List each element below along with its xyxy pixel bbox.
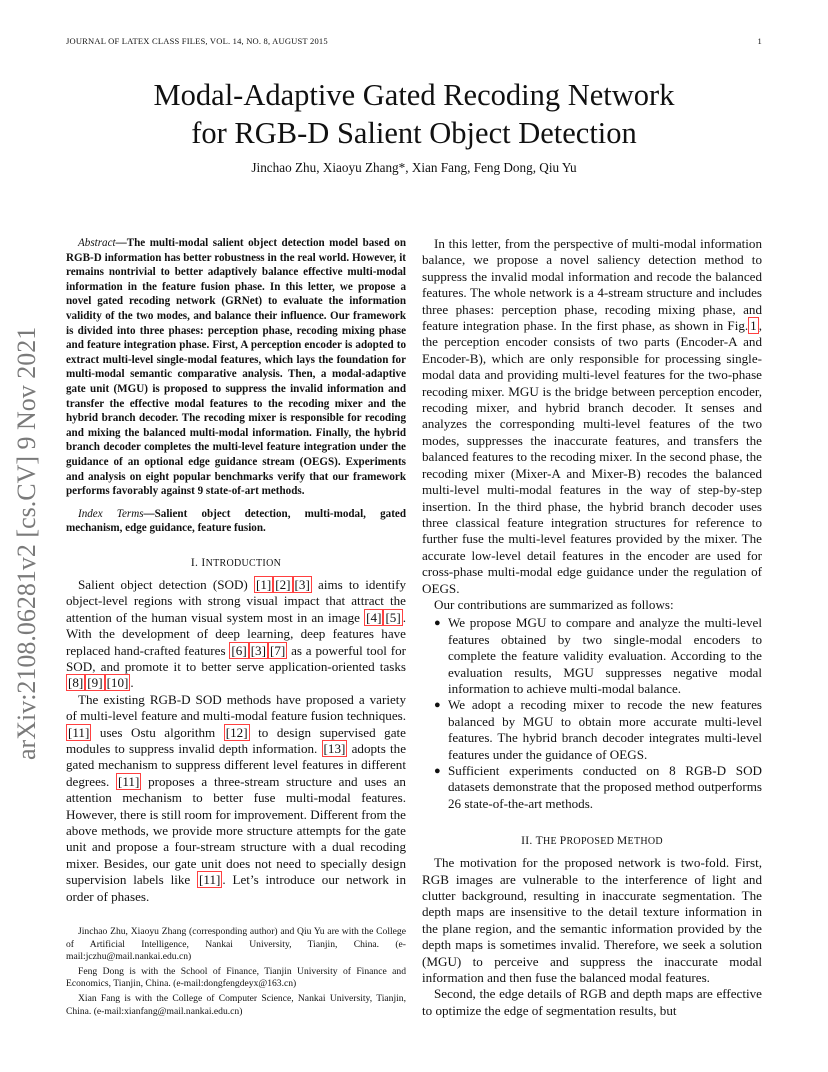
section-heading-method: [422, 834, 762, 847]
section-smallcaps: NTRODUCTION: [205, 557, 282, 569]
citation-link[interactable]: [5]: [385, 609, 401, 625]
section-smallcaps: HE: [542, 836, 560, 848]
citation-link[interactable]: [11]: [199, 872, 221, 888]
citation-link[interactable]: [11]: [68, 724, 90, 740]
intro-paragraph-2: [66, 692, 406, 905]
footnote: Jinchao Zhu, Xiaoyu Zhang (corresponding author) and Qiu Yu are with the College of Artificial Intelligence, Nankai University, Tianjin, China. (e-mail:jczhu@mail.nankai.edu.cn): [66, 926, 406, 963]
index-terms-label: Index Terms: [78, 507, 144, 520]
journal-suffix: CLASS FILES, VOL. 14, NO. 8, AUGUST 2015: [149, 36, 328, 46]
section-heading-introduction: [66, 556, 406, 569]
text-run: , the perception encoder consists of two parts (Encoder-A and Encoder-B), which are only responsible for processing single-modal data and providing multi-level features for the two-phase recoding mixer. MGU is the bridge between perception encoder, recoding mixer, and hybrid branch decoder. It senses and analyzes the corresponding multi-level features of the two modes, suppresses the inaccurate features, and transfers the balanced features to the recoding mixer. In the second phase, the recoding mixer (Mixer-A and Mixer-B) recodes the balanced multi-level multi-modal features in the way of step-by-step insertion. In the third phase, the hybrid branch decoder uses three classical feature integration structures for reference to further fuse the multi-level features provided by the mixer. The accurate low-level detail features in the encoder are used for cross-phase multi-modal edge guidance under the regulation of OEGS.: [422, 318, 762, 596]
text-run: Salient object detection (SOD): [78, 576, 254, 592]
title-line-2: for RGB-D Salient Object Detection: [191, 116, 637, 150]
figure-link[interactable]: 1: [750, 318, 757, 334]
journal-prefix: JOURNAL OF: [66, 36, 122, 46]
bullet-icon: ●: [434, 617, 441, 630]
text-run: uses Ostu algorithm: [91, 724, 224, 740]
citation-link[interactable]: [9]: [87, 675, 103, 691]
text-run: In this letter, from the perspective of multi-modal information balance, we propose a novel saliency detection method to suppress the invalid modal information and recode the balanced features. The whole network is a 4-stream structure and includes three phases: perception phase, recoding mixing phase, and feature integration phase. In the first phase, as shown in Fig.: [422, 236, 762, 334]
list-item-text: Sufficient experiments conducted on 8 RGB-D SOD datasets demonstrate that the proposed method outperforms 26 state-of-the-art methods.: [448, 763, 762, 811]
section-initial: P: [559, 834, 567, 848]
citation-link[interactable]: [1]: [255, 576, 272, 592]
text-run: . With the development of deep learning, deep features have replaced hand-crafted features: [66, 609, 406, 658]
text-run: to design supervised gate modules to suppress invalid depth information.: [66, 724, 406, 756]
list-item: [434, 763, 762, 812]
footnote: Xian Fang is with the College of Computer Science, Nankai University, Tianjin, China. (e-mail:xianfang@mail.nankai.edu.cn): [66, 992, 406, 1017]
list-item-text: We propose MGU to compare and analyze the multi-level features obtained by two single-modal encoders to complete the feature validity evaluation. According to the evaluation results, MGU suppresses negative modal information to achieve multi-modal balance.: [448, 615, 762, 696]
title-line-1: Modal-Adaptive Gated Recoding Network: [153, 78, 675, 112]
citation-link[interactable]: [12]: [225, 724, 248, 740]
bullet-icon: ●: [434, 765, 441, 777]
author-footnotes: [66, 926, 406, 1020]
latex-logo: LATEX: [121, 36, 150, 46]
arxiv-identifier[interactable]: arXiv:2108.06281v2 [cs.CV] 9 Nov 2021: [12, 326, 41, 760]
method-paragraph-2: Second, the edge details of RGB and depth maps are effective to optimize the edge of segmentation results, but: [422, 986, 762, 1018]
citation-link[interactable]: [3]: [250, 642, 266, 658]
section-initial: T: [535, 834, 543, 848]
abstract: [66, 236, 406, 499]
footnote: Feng Dong is with the School of Finance, Tianjin University of Finance and Economics, Tianjin, China. (e-mail:dongfengdeyx@163.cn): [66, 965, 406, 990]
right-column: [422, 236, 762, 1019]
list-item-text: We adopt a recoding mixer to recode the new features balanced by MGU to obtain more accurate multi-level features. The hybrid branch decoder integrates multi-level features under the guidance of OEGS.: [448, 697, 762, 762]
citation-link[interactable]: [10]: [106, 675, 129, 691]
text-run: aims to identify object-level regions with strong visual impact that attract the attention of the human visual system most in an image: [66, 576, 407, 625]
contribution-list: [422, 615, 762, 812]
left-column: [66, 236, 406, 905]
text-run: .: [130, 675, 134, 691]
intro-paragraph-1: [66, 577, 406, 692]
index-terms: [66, 507, 406, 536]
citation-link[interactable]: [8]: [68, 675, 84, 691]
list-item: [434, 697, 762, 763]
citation-link[interactable]: [7]: [269, 642, 286, 658]
method-paragraph-1: The motivation for the proposed network is two-fold. First, RGB images are vulnerable to the interference of light and clutter background, resulting in inaccurate segmentation. The depth maps are insensitive to the detail texture information in the plane region, and the semantic information provided by the depth maps is sometimes invalid. Therefore, we seek a solution (MGU) to perceive and suppress the inaccurate modal information and then fuse the balanced modal features.: [422, 855, 762, 986]
abstract-label: Abstract: [78, 237, 116, 249]
citation-link[interactable]: [11]: [118, 773, 140, 789]
citation-link[interactable]: [13]: [323, 740, 346, 756]
text-run: adopts the gated mechanism to suppress different level features in different degrees.: [66, 740, 407, 789]
section-smallcaps: ROPOSED: [566, 836, 617, 848]
list-item: [434, 615, 762, 697]
text-run: proposes a three-stream structure and uses an attention mechanism to better fuse multi-modal features. However, there is still room for improvement. Different from the above methods, we provide more structure attempts for the gate unit and propose a four-stream structure with a dual recoding mixer. Besides, our gate unit does not need to specially design supervision labels like: [66, 773, 406, 888]
citation-link[interactable]: [3]: [294, 576, 310, 592]
intro-paragraph-3: [422, 236, 762, 597]
citation-link[interactable]: [4]: [366, 609, 382, 625]
page-number: 1: [757, 36, 762, 46]
text-run: . Let’s introduce our network in order of phases.: [66, 872, 406, 904]
section-numeral: II.: [521, 834, 536, 848]
abstract-text: —The multi-modal salient object detection model based on RGB-D information has better robustness in the real world. However, it remains nontrivial to better adaptively balance effective multi-modal information in the feature fusion phase. In this letter, we propose a novel gated recoding network (GRNet) to evaluate the information validity of the two modes, and balance their influence. Our framework is divided into three phases: perception phase, recoding mixing phase and feature integration phase. First, A perception encoder is adopted to extract multi-level single-modal features, which lays the foundation for multi-modal semantic comparative analysis. Then, a modal-adaptive gate unit (MGU) is proposed to suppress the invalid information and transfer the effective modal features to the recoding mixer and the hybrid branch decoder. The recoding mixer is responsible for recoding and mixing the balanced multi-modal information. Finally, the hybrid branch decoder completes the multi-level feature integration under the guidance of an optional edge guidance stream (OEGS). Experiments and analysis on eight popular benchmarks verify that our framework performs favorably against 9 state-of-art methods.: [66, 237, 406, 498]
text-run: as a powerful tool for SOD, and promote it to better serve application-oriented tasks: [66, 642, 406, 674]
section-numeral: I.: [190, 555, 202, 569]
section-initial: I: [201, 555, 206, 569]
text-run: The existing RGB-D SOD methods have proposed a variety of multi-level feature and multi-modal feature fusion techniques.: [66, 691, 406, 724]
paper-title: [80, 76, 748, 152]
citation-link[interactable]: [6]: [231, 642, 247, 658]
bullet-icon: ●: [434, 699, 441, 712]
running-header: [66, 36, 762, 46]
index-terms-text: —Salient object detection, multi-modal, gated mechanism, edge guidance, feature fusion.: [66, 507, 406, 535]
section-initial: M: [616, 834, 628, 848]
author-list: Jinchao Zhu, Xiaoyu Zhang*, Xian Fang, Feng Dong, Qiu Yu: [251, 160, 577, 175]
citation-link[interactable]: [2]: [275, 576, 291, 592]
contributions-intro: Our contributions are summarized as follows:: [434, 596, 674, 612]
section-smallcaps: ETHOD: [627, 836, 663, 848]
